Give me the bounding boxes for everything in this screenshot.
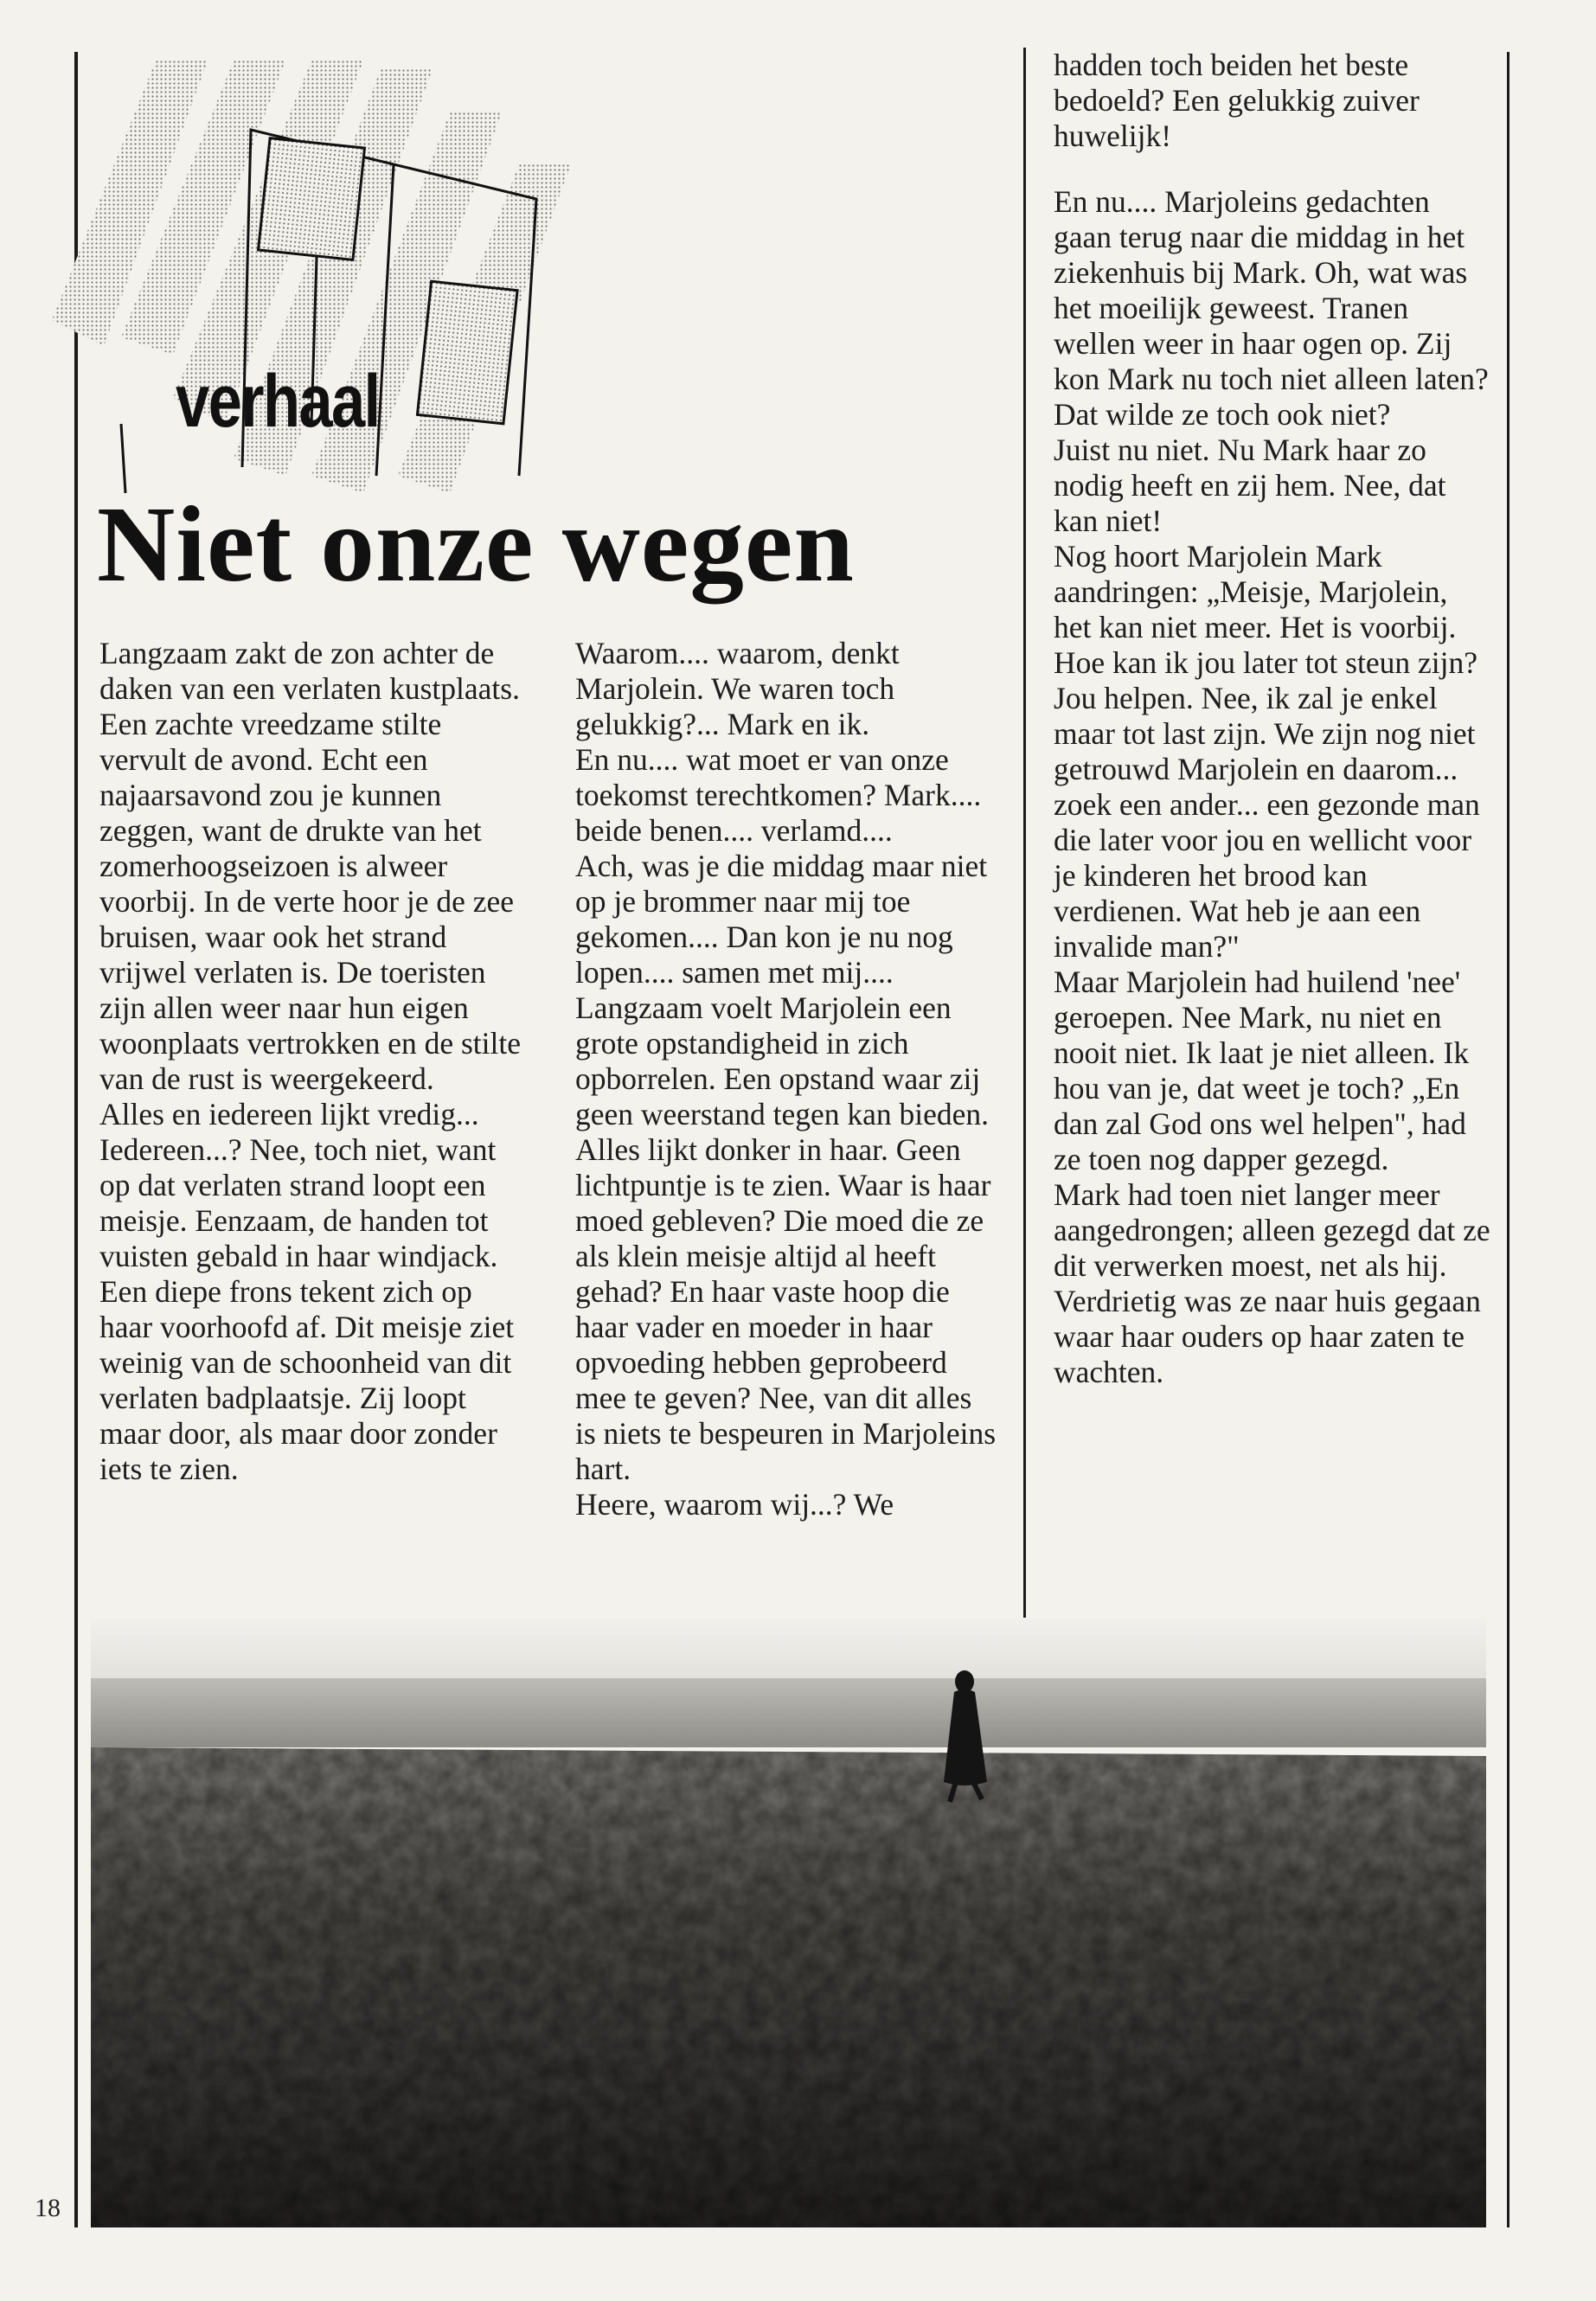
- right-margin-rule: [1507, 52, 1509, 2227]
- page-number: 18: [35, 2194, 61, 2222]
- section-label: verhaal: [176, 360, 380, 443]
- sand-texture: [91, 1747, 1486, 2227]
- paragraph: Heere, waarom wij...? We: [575, 1487, 894, 1522]
- paragraph: Mark had toen niet langer meer aangedrongen; alleen gezegd dat ze dit verwerken moest, net als hij.: [1054, 1177, 1490, 1283]
- section-logo: [35, 61, 606, 502]
- beach-photo: [91, 1618, 1486, 2227]
- paragraph: Langzaam zakt de zon achter de daken van een verlaten kustplaats. Een zachte vreedzame stilte vervult de avond. Echt een najaarsavond zou je kunnen zeggen, want de drukte van het zomerhoogseizoen is alweer voorbij. In de verte hoor je de zee bruisen, waar ook het strand vrijwel verlaten is. De toeristen zijn allen weer naar hun eigen woonplaats vertrokken en de stilte van de rust is weergekeerd.: [99, 636, 521, 1096]
- paragraph: En nu.... Marjoleins gedachten gaan terug naar die middag in het ziekenhuis bij Mark. Oh, wat was het moeilijk geweest. Tranen wellen weer in haar ogen op. Zij kon Mark nu toch niet alleen laten? Dat wilde ze toch ook niet?: [1054, 184, 1489, 432]
- paragraph: Waarom.... waarom, denkt Marjolein. We waren toch gelukkig?... Mark en ik.: [575, 636, 900, 741]
- paragraph: hadden toch beiden het beste bedoeld? Een gelukkig zuiver huwelijk!: [1054, 48, 1420, 153]
- text-column-3: [1054, 48, 1490, 1390]
- paragraph: En nu.... wat moet er van onze toekomst terechtkomen? Mark.... beide benen.... verlamd....: [575, 742, 982, 848]
- article-title: Niet onze wegen: [97, 485, 855, 605]
- paragraph: Verdrietig was ze naar huis gegaan waar haar ouders op haar zaten te wachten.: [1054, 1284, 1481, 1389]
- column-divider-right: [1023, 48, 1026, 1700]
- paragraph: Ach, was je die middag maar niet op je brommer naar mij toe gekomen.... Dan kon je nu nog lopen.... samen met mij....: [575, 849, 988, 990]
- text-column-2: [575, 636, 999, 1522]
- paragraph: Maar Marjolein had huilend 'nee' geroepen. Nee Mark, nu niet en nooit niet. Ik laat je niet alleen. Ik hou van je, dat weet je toch? „En dan zal God ons wel helpen", had ze toen nog dapper gezegd.: [1054, 965, 1470, 1176]
- paragraph: Juist nu niet. Nu Mark haar zo nodig heeft en zij hem. Nee, dat kan niet!: [1054, 433, 1446, 538]
- paragraph: Iedereen...? Nee, toch niet, want op dat verlaten strand loopt een meisje. Eenzaam, de handen tot vuisten gebald in haar windjack. Een diepe frons tekent zich op haar voorhoofd af. Dit meisje ziet weinig van de schoonheid van dit verlaten badplaatsje. Zij loopt maar door, als maar door zonder iets te zien.: [99, 1132, 515, 1486]
- paragraph: Nog hoort Marjolein Mark aandringen: „Meisje, Marjolein, het kan niet meer. Het is voorbij. Hoe kan ik jou later tot steun zijn? Jou helpen. Nee, ik zal je enkel maar tot last zijn. We zijn nog niet getrouwd Marjolein en daarom... zoek een ander... een gezonde man die later voor jou en wellicht voor je kinderen het brood kan verdienen. Wat heb je aan een invalide man?": [1054, 539, 1480, 964]
- text-column-1: [99, 636, 532, 1487]
- paragraph: Langzaam voelt Marjolein een grote opstandigheid in zich opborrelen. Een opstand waar zij geen weerstand tegen kan bieden. Alles lijkt donker in haar. Geen lichtpuntje is te zien. Waar is haar moed gebleven? Die moed die ze als klein meisje altijd al heeft gehad? En haar vaste hoop die haar vader en moeder in haar opvoeding hebben geprobeerd mee te geven? Nee, van dit alles is niets te bespeuren in Marjoleins hart.: [575, 990, 997, 1486]
- sea: [91, 1678, 1486, 1747]
- paragraph: Alles en iedereen lijkt vredig...: [99, 1097, 479, 1131]
